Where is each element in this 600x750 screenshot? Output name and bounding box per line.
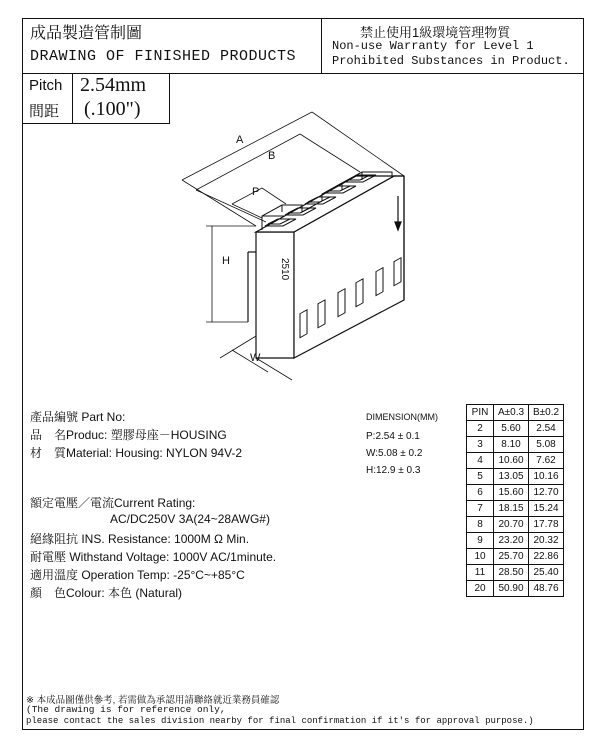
table-cell: 3	[467, 437, 494, 453]
table-cell: 5.60	[494, 421, 529, 437]
warranty-en-line1: Non-use Warranty for Level 1	[332, 39, 534, 53]
table-cell: 10.16	[529, 469, 564, 485]
table-cell: 20.70	[494, 517, 529, 533]
dimension-h: H:12.9 ± 0.3	[366, 465, 421, 476]
spec-current-rating: 額定電壓／電流Current Rating:	[30, 496, 196, 510]
dim-label-w: W	[250, 352, 261, 364]
table-row	[467, 501, 564, 517]
table-cell: 12.70	[529, 485, 564, 501]
table-cell: 10	[467, 549, 494, 565]
table-cell: 7	[467, 501, 494, 517]
table-row	[467, 581, 564, 597]
pitch-label-en: Pitch	[29, 77, 63, 94]
title-en: DRAWING OF FINISHED PRODUCTS	[30, 48, 297, 65]
table-cell: 25.40	[529, 565, 564, 581]
dim-label-a: A	[236, 134, 244, 146]
table-cell: 7.62	[529, 453, 564, 469]
dim-label-b: B	[268, 150, 276, 162]
table-cell: 6	[467, 485, 494, 501]
table-row	[467, 469, 564, 485]
table-header-row	[467, 405, 564, 421]
table-cell: 18.15	[494, 501, 529, 517]
table-header: A±0.3	[494, 405, 529, 421]
spec-resistance: 絕緣阻抗 INS. Resistance: 1000M Ω Min.	[30, 532, 250, 546]
spec-part-no: 產品編號 Part No:	[30, 410, 126, 424]
table-cell: 2.54	[529, 421, 564, 437]
part-marking: 2510	[279, 258, 290, 281]
table-cell: 8	[467, 517, 494, 533]
table-cell: 17.78	[529, 517, 564, 533]
footer-note-en-line2: please contact the sales division nearby for final confirmation if it's for approval purpose.)	[26, 716, 534, 726]
spec-colour: 顏 色Colour: 本色 (Natural)	[30, 586, 183, 600]
spec-temperature: 適用溫度 Operation Temp: -25°C~+85°C	[30, 568, 245, 582]
dim-label-p: P	[252, 186, 260, 198]
table-row	[467, 533, 564, 549]
table-row	[467, 437, 564, 453]
title-cn: 成品製造管制圖	[30, 25, 143, 42]
pitch-value-mm: 2.54mm	[80, 74, 147, 96]
pitch-label-cn: 間距	[29, 103, 60, 120]
footer-note-cn: ※ 本成品圖僅供參考, 若需做為承認用請聯絡就近業務員確認	[26, 695, 280, 706]
table-cell: 13.05	[494, 469, 529, 485]
table-row	[467, 549, 564, 565]
table-cell: 2	[467, 421, 494, 437]
table-cell: 8.10	[494, 437, 529, 453]
pitch-value-in: (.100")	[84, 98, 141, 120]
table-cell: 9	[467, 533, 494, 549]
table-cell: 20.32	[529, 533, 564, 549]
table-cell: 5.08	[529, 437, 564, 453]
table-cell: 50.90	[494, 581, 529, 597]
dimension-p: P:2.54 ± 0.1	[366, 431, 420, 442]
dimension-title: DIMENSION(MM)	[366, 412, 438, 422]
spec-current-value: AC/DC250V 3A(24~28AWG#)	[110, 512, 270, 526]
spec-withstand: 耐電壓 Withstand Voltage: 1000V AC/1minute.	[30, 550, 277, 564]
warranty-cn: 禁止使用1級環境管理物質	[360, 25, 511, 40]
table-row	[467, 421, 564, 437]
table-row	[467, 517, 564, 533]
footer-note-en-line1: (The drawing is for reference only,	[26, 704, 226, 715]
table-cell: 10.60	[494, 453, 529, 469]
spec-material: 材 質Material: Housing: NYLON 94V-2	[30, 446, 243, 460]
table-cell: 15.60	[494, 485, 529, 501]
table-cell: 28.50	[494, 565, 529, 581]
table-row	[467, 453, 564, 469]
dimension-table	[466, 404, 564, 597]
spec-product: 品 名Produc: 塑膠母座－HOUSING	[30, 428, 227, 442]
table-cell: 5	[467, 469, 494, 485]
dimension-w: W:5.08 ± 0.2	[366, 448, 423, 459]
table-cell: 20	[467, 581, 494, 597]
table-header: PIN	[467, 405, 494, 421]
table-row	[467, 565, 564, 581]
table-cell: 11	[467, 565, 494, 581]
table-cell: 48.76	[529, 581, 564, 597]
dim-label-h: H	[222, 255, 230, 267]
table-cell: 22.86	[529, 549, 564, 565]
table-cell: 15.24	[529, 501, 564, 517]
table-cell: 23.20	[494, 533, 529, 549]
table-cell: 25.70	[494, 549, 529, 565]
table-header: B±0.2	[529, 405, 564, 421]
warranty-en-line2: Prohibited Substances in Product.	[332, 54, 570, 68]
table-cell: 4	[467, 453, 494, 469]
table-row	[467, 485, 564, 501]
